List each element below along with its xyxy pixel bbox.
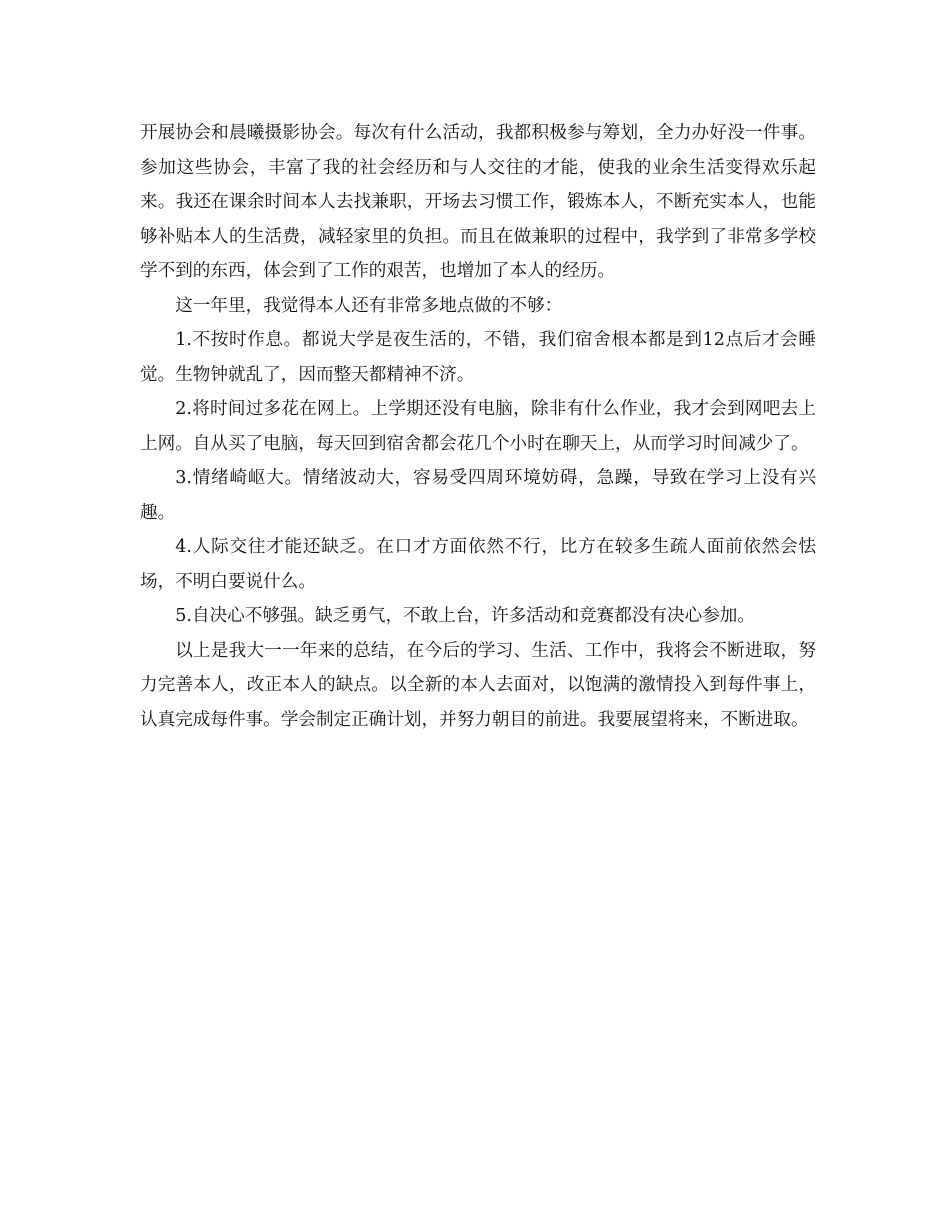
document-page bbox=[140, 116, 816, 737]
list-item-determination: 5.自决心不够强。缺乏勇气，不敢上台，许多活动和竞赛都没有决心参加。 bbox=[175, 606, 755, 626]
paragraph-shortcomings-intro: 这一年里，我觉得本人还有非常多地点做的不够： bbox=[175, 295, 563, 316]
list-item-internet: 2.将时间过多花在网上。上学期还没有电脑，除非有什么作业，我才会到网吧去上上网。自从买了电脑，每天回到宿舍都会花几个小时在聊天上，从而学习时间减少了。 bbox=[140, 399, 816, 454]
list-item-emotion: 3.情绪崎岖大。情绪波动大，容易受四周环境妨碍，急躁，导致在学习上没有兴趣。 bbox=[140, 468, 816, 523]
paragraph-activities: 开展协会和晨曦摄影协会。每次有什么活动，我都积极参与筹划，全力办好没一件事。参加这些协会，丰富了我的社会经历和与人交往的才能，使我的业余生活变得欢乐起来。我还在课余时间本人去找兼职，开场去习惯工作，锻炼本人，不断充实本人，也能够补贴本人的生活费，减轻家里的负担。而且在做兼职的过程中，我学到了非常多学校学不到的东西，体会到了工作的艰苦，也增加了本人的经历。 bbox=[140, 123, 816, 281]
list-item-schedule: 1.不按时作息。都说大学是夜生活的，不错，我们宿舍根本都是到12点后才会睡觉。生物钟就乱了，因而整天都精神不济。 bbox=[140, 330, 816, 385]
list-item-communication: 4.人际交往才能还缺乏。在口才方面依然不行，比方在较多生疏人面前依然会怯场，不明白要说什么。 bbox=[140, 537, 816, 592]
paragraph-conclusion: 以上是我大一一年来的总结，在今后的学习、生活、工作中，我将会不断进取，努力完善本人，改正本人的缺点。以全新的本人去面对，以饱满的激情投入到每件事上，认真完成每件事。学会制定正确计划，并努力朝目的前进。我要展望将来，不断进取。 bbox=[140, 640, 816, 730]
